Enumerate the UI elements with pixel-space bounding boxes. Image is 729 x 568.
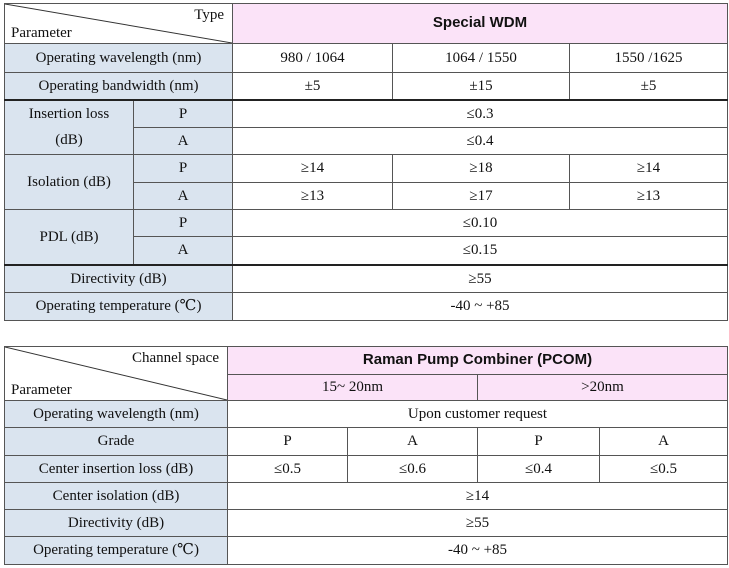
center-insertion-loss-label: Center insertion loss (dB) (5, 456, 228, 483)
table1-corner-type: Type (194, 7, 224, 23)
table2-corner-channel-space: Channel space (131, 350, 219, 366)
directivity-label: Directivity (dB) (5, 510, 228, 537)
isolation-a-value: ≥13 (570, 183, 728, 210)
table1-corner-cell (5, 4, 233, 44)
isolation-p-value: ≥14 (570, 155, 728, 183)
isolation-a-label: A (134, 183, 233, 210)
special-wdm-table (4, 3, 728, 321)
insertion-loss-a-value: ≤0.4 (233, 128, 728, 155)
op-wavelength-value: Upon customer request (228, 401, 728, 428)
op-bandwidth-label: Operating bandwidth (nm) (5, 73, 233, 100)
grade-value: A (348, 428, 478, 456)
raman-pump-combiner-table (4, 346, 728, 565)
center-isolation-label: Center isolation (dB) (5, 483, 228, 510)
channel-group-over-20: >20nm (478, 375, 728, 401)
op-wavelength-value: 1550 /1625 (570, 44, 728, 73)
isolation-p-label: P (134, 155, 233, 183)
insertion-loss-label-line2: (dB) (55, 132, 83, 149)
insertion-loss-label-line1: Insertion loss (28, 106, 110, 123)
op-bandwidth-value: ±5 (233, 73, 393, 100)
table1-corner-parameter: Parameter (11, 24, 72, 41)
pdl-p-label: P (134, 210, 233, 237)
op-bandwidth-value: ±5 (570, 73, 728, 100)
table2-corner-cell (5, 347, 228, 401)
pdl-p-value: ≤0.10 (233, 210, 728, 237)
isolation-p-value: ≥14 (233, 155, 393, 183)
isolation-a-value: ≥13 (233, 183, 393, 210)
grade-value: A (600, 428, 728, 456)
center-insertion-loss-value: ≤0.6 (348, 456, 478, 483)
op-wavelength-value: 1064 / 1550 (393, 44, 570, 73)
isolation-p-value: ≥18 (393, 155, 570, 183)
pdl-a-label: A (134, 237, 233, 265)
grade-value: P (228, 428, 348, 456)
isolation-a-value: ≥17 (393, 183, 570, 210)
op-temperature-label: Operating temperature (℃) (5, 293, 233, 321)
channel-group-15-20: 15~ 20nm (228, 375, 478, 401)
isolation-label: Isolation (dB) (5, 155, 134, 210)
directivity-value: ≥55 (228, 510, 728, 537)
grade-label: Grade (5, 428, 228, 456)
directivity-label: Directivity (dB) (5, 265, 233, 293)
pdl-a-value: ≤0.15 (233, 237, 728, 265)
grade-value: P (478, 428, 600, 456)
op-bandwidth-value: ±15 (393, 73, 570, 100)
insertion-loss-p-value: ≤0.3 (233, 100, 728, 128)
center-insertion-loss-value: ≤0.5 (600, 456, 728, 483)
op-temperature-label: Operating temperature (℃) (5, 537, 228, 565)
pdl-label: PDL (dB) (5, 210, 134, 265)
op-wavelength-value: 980 / 1064 (233, 44, 393, 73)
directivity-value: ≥55 (233, 265, 728, 293)
center-insertion-loss-value: ≤0.4 (478, 456, 600, 483)
center-isolation-value: ≥14 (228, 483, 728, 510)
center-insertion-loss-value: ≤0.5 (228, 456, 348, 483)
table2-header: Raman Pump Combiner (PCOM) (228, 347, 728, 375)
table1-header: Special WDM (233, 4, 728, 44)
op-wavelength-label: Operating wavelength (nm) (5, 44, 233, 73)
op-temperature-value: -40 ~ +85 (228, 537, 728, 565)
op-wavelength-label: Operating wavelength (nm) (5, 401, 228, 428)
insertion-loss-p-label: P (134, 100, 233, 128)
table2-corner-parameter: Parameter (11, 381, 72, 398)
op-temperature-value: -40 ~ +85 (233, 293, 728, 321)
insertion-loss-a-label: A (134, 128, 233, 155)
insertion-loss-label (5, 100, 134, 155)
